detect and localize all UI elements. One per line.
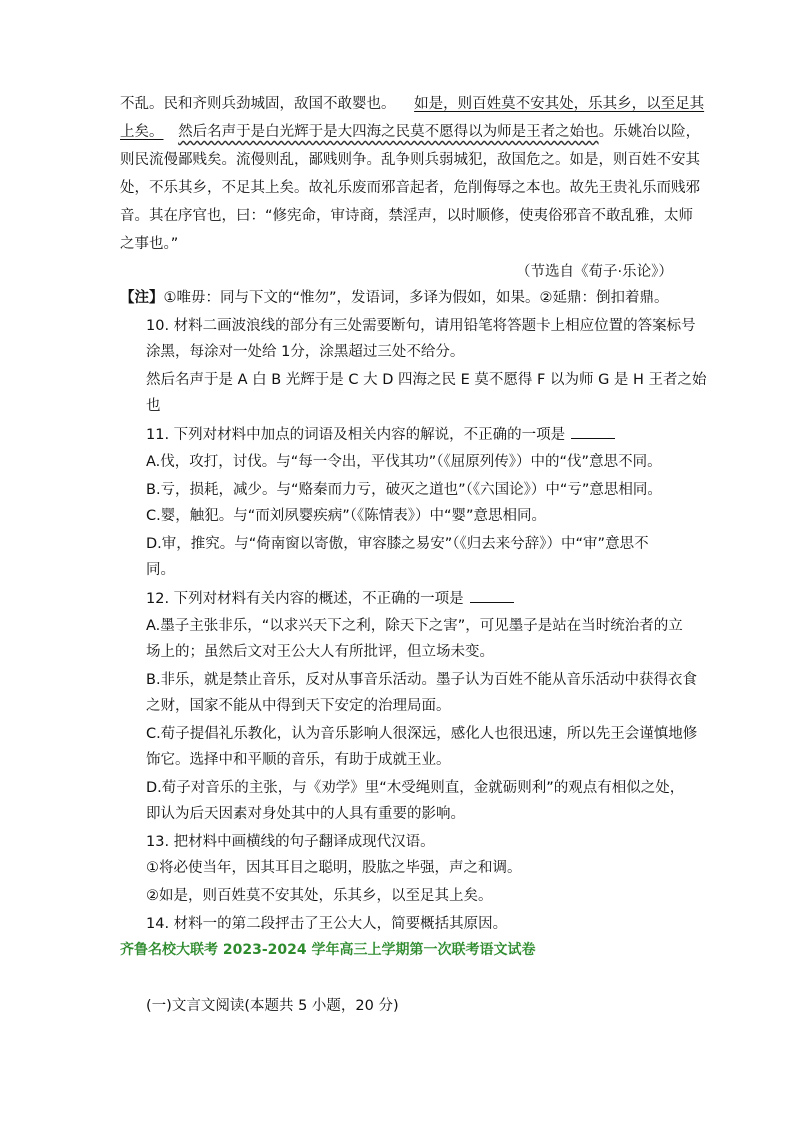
q10-sentence-line-1: 然后名声于是 A 白 B 光辉于是 C 大 D 四海之民 E 莫不愿得 F 以为师 G 是 H 王者之始 <box>146 372 707 388</box>
q13-sentence-2: ②如是，则百姓莫不安其处，乐其乡，以至足其上矣。 <box>146 888 493 904</box>
q13-sentence-1: ①将必使当年，因其耳目之聪明，股肱之毕强，声之和调。 <box>146 860 522 876</box>
q12-stem <box>146 588 514 609</box>
annotation-note <box>120 288 669 308</box>
q10-stem-line-2: 涂黑，每涂对一处给 1分，涂黑超过三处不给分。 <box>146 344 465 360</box>
section-title: (一)文言文阅读(本题共 5 小题，20 分) <box>146 998 399 1014</box>
q11-option-d-line-2: 同。 <box>146 562 175 578</box>
q12-stem-text: 12. 下列对材料有关内容的概述，不正确的一项是 <box>146 591 464 607</box>
q12-option-b-line-2: 之财，国家不能从中得到天下安定的治理局面。 <box>146 698 451 714</box>
passage-text: 不乱。民和齐则兵劲城固，敌国不敢婴也。 <box>120 96 396 112</box>
q13-stem: 13. 把材料中画横线的句子翻译成现代汉语。 <box>146 834 435 850</box>
q11-option-b: B.亏，损耗，减少。与“赂秦而力亏，破灭之道也”（《六国论》）中“亏”意思相同。 <box>146 482 662 498</box>
passage-line-1 <box>120 94 704 114</box>
q10-sentence-line-2: 也 <box>146 398 161 414</box>
q12-option-c-line-2: 饰它。选择中和平顺的音乐，有助于成就王业。 <box>146 752 451 768</box>
q11-option-d-line-1: D.审，推究。与“倚南窗以寄傲，审容膝之易安”（《归去来兮辞》）中“审”意思不 <box>146 536 649 552</box>
underlined-sentence: 上矣。 <box>120 124 164 140</box>
passage-text: 。乐姚冶以险， <box>598 124 701 140</box>
passage-source: （节选自《荀子·乐论》） <box>516 264 673 280</box>
answer-blank <box>571 424 615 439</box>
q11-option-a: A.伐，攻打，讨伐。与“每一令出，平伐其功”（《屈原列传》）中的“伐”意思不同。 <box>146 454 662 470</box>
note-label: 【注】 <box>120 290 164 306</box>
q12-option-a-line-2: 场上的；虽然后文对王公大人有所批评，但立场未变。 <box>146 644 494 660</box>
q14-stem: 14. 材料一的第二段抨击了王公大人，简要概括其原因。 <box>146 916 508 932</box>
passage-line-5: 音。其在序官也，曰：“修宪命，审诗商，禁淫声，以时顺修，使夷俗邪音不敢乱雅，太师 <box>120 208 694 224</box>
wavy-underlined-sentence: 然后名声于是白光辉于是大四海之民莫不愿得以为师是王者之始也 <box>178 124 599 140</box>
note-text: ①唯毋：同与下文的“惟勿”，发语词，多译为假如，如果。②延鼎：倒扣着鼎。 <box>163 290 669 306</box>
underlined-sentence: 如是，则百姓莫不安其处，乐其乡，以至足其 <box>414 96 705 112</box>
passage-line-3: 则民流僈鄙贱矣。流僈则乱，鄙贱则争。乱争则兵弱城犯，敌国危之。如是，则百姓不安其 <box>120 152 700 168</box>
exam-title: 齐鲁名校大联考 2023-2024 学年高三上学期第一次联考语文试卷 <box>120 942 536 958</box>
q11-stem <box>146 424 615 445</box>
q12-option-d-line-2: 即认为后天因素对身处其中的人具有重要的影响。 <box>146 806 465 822</box>
q11-option-c: C.婴，触犯。与“而刘夙婴疾病”（《陈情表》）中“婴”意思相同。 <box>146 508 547 524</box>
q12-option-d-line-1: D.荀子对音乐的主张，与《劝学》里“木受绳则直，金就砺则利”的观点有相似之处， <box>146 780 685 796</box>
q10-stem-line-1: 10. 材料二画波浪线的部分有三处需要断句，请用铅笔将答题卡上相应位置的答案标号 <box>146 318 696 334</box>
q11-stem-text: 11. 下列对材料中加点的词语及相关内容的解说，不正确的一项是 <box>146 427 566 443</box>
answer-blank <box>470 588 514 603</box>
passage-line-2 <box>120 122 700 142</box>
q12-option-a-line-1: A.墨子主张非乐，“以求兴天下之利，除天下之害”，可见墨子是站在当时统治者的立 <box>146 618 683 634</box>
q12-option-b-line-1: B.非乐，就是禁止音乐，反对从事音乐活动。墨子认为百姓不能从音乐活动中获得衣食 <box>146 672 698 688</box>
passage-line-6: 之事也。” <box>120 236 179 252</box>
passage-line-4: 处，不乐其乡，不足其上矣。故礼乐废而邪音起者，危削侮辱之本也。故先王贵礼乐而贱邪 <box>120 180 700 196</box>
q12-option-c-line-1: C.荀子提倡礼乐教化，认为音乐影响人很深远，感化人也很迅速，所以先王会谨慎地修 <box>146 726 698 742</box>
